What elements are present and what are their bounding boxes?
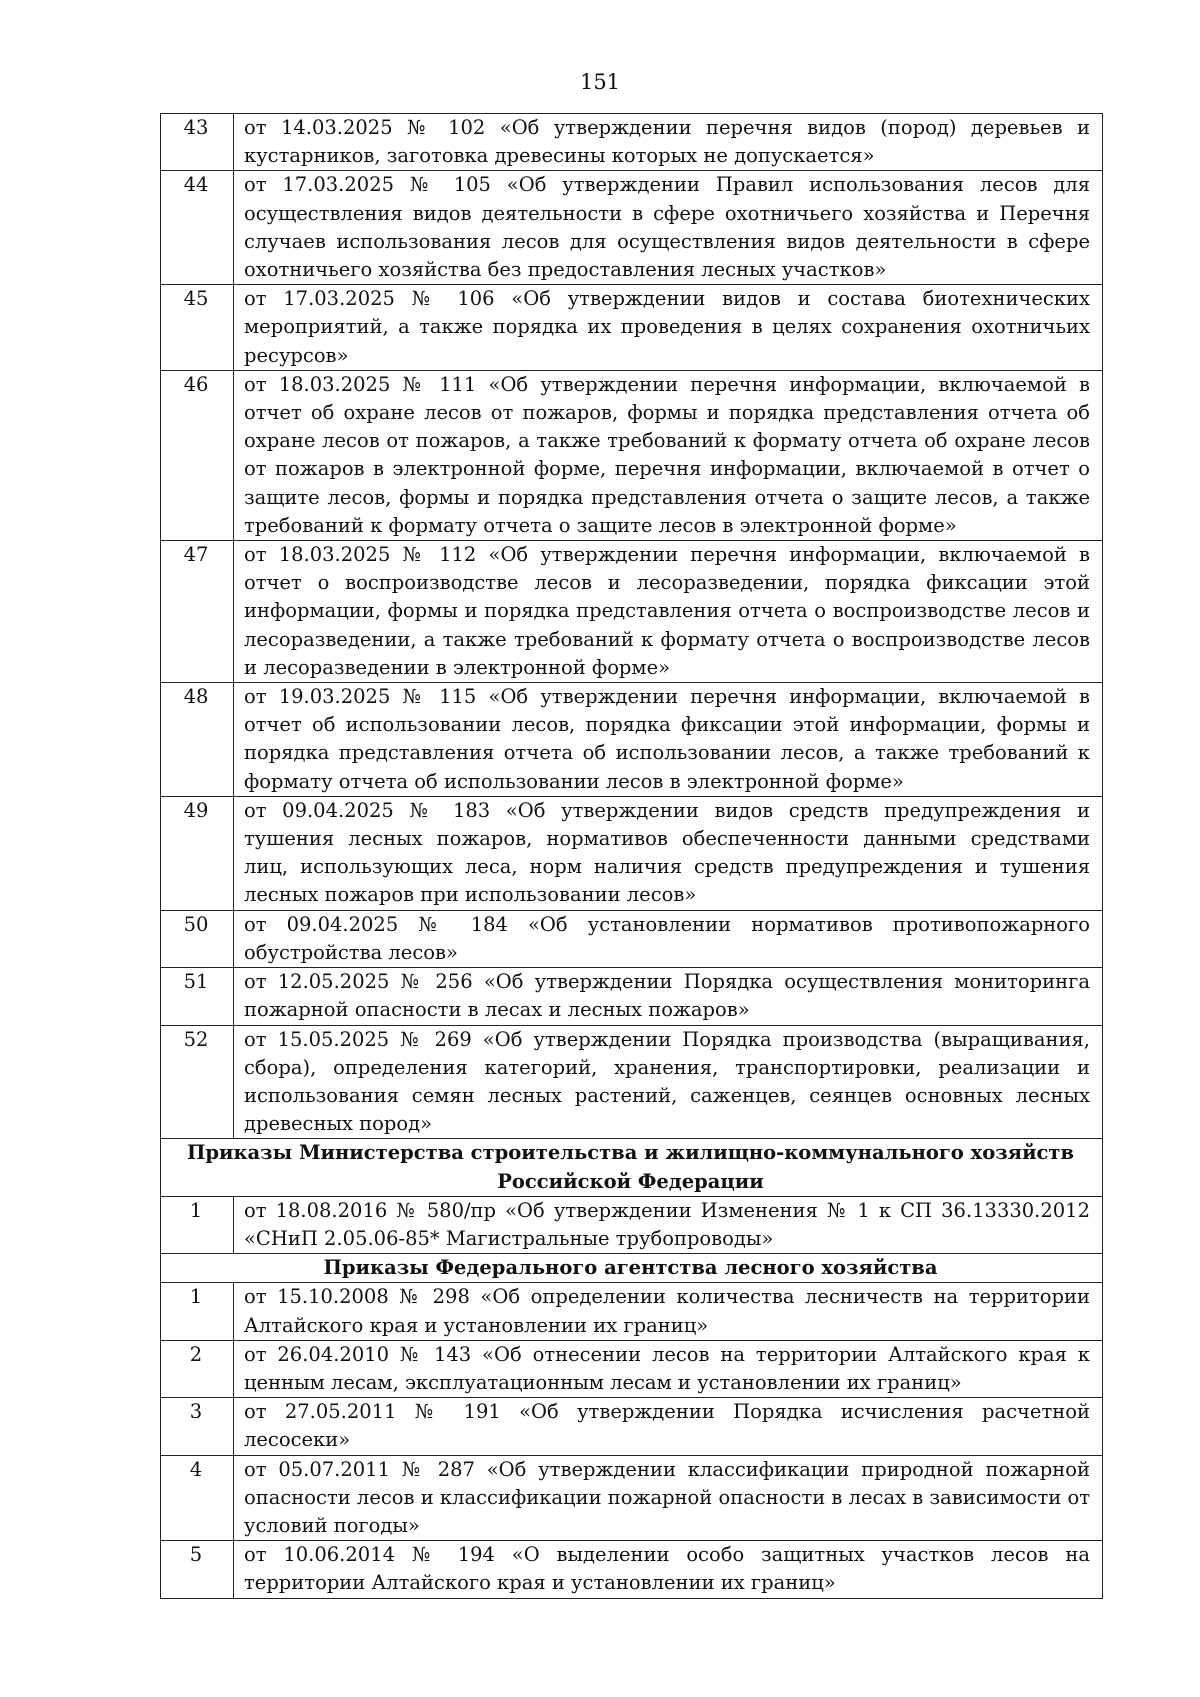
row-number: 1 xyxy=(161,1196,234,1253)
row-number: 5 xyxy=(161,1541,234,1598)
section-header-line: Приказы Министерства строительства и жилищно-коммунального хозяйств xyxy=(186,1141,1075,1165)
row-text: от 05.07.2011 № 287 «Об утверждении классификации природной пожарной опасности лесов и классификации пожарной опасности в лесах в зависимости от условий погоды» xyxy=(234,1455,1103,1541)
row-number: 3 xyxy=(161,1398,234,1455)
section-header-row xyxy=(161,1139,1103,1196)
row-text: от 17.03.2025 № 105 «Об утверждении Правил использования лесов для осуществления видов деятельности в сфере охотничьего хозяйства и Перечня случаев использования лесов для осуществления видов деятельности в сфере охотничьего хозяйства без предоставления лесных участков» xyxy=(234,171,1103,285)
row-number: 4 xyxy=(161,1455,234,1541)
row-text: от 26.04.2010 № 143 «Об отнесении лесов на территории Алтайского края к ценным лесам, эксплуатационным лесам и установлении их границ» xyxy=(234,1340,1103,1397)
table-row xyxy=(161,1025,1103,1139)
row-number: 50 xyxy=(161,910,234,967)
row-text: от 15.10.2008 № 298 «Об определении количества лесничеств на территории Алтайского края и установлении их границ» xyxy=(234,1283,1103,1340)
row-number: 2 xyxy=(161,1340,234,1397)
row-text: от 27.05.2011 № 191 «Об утверждении Порядка исчисления расчетной лесосеки» xyxy=(234,1398,1103,1455)
section-header xyxy=(161,1254,1103,1283)
row-text: от 15.05.2025 № 269 «Об утверждении Порядка производства (выращивания, сбора), определения категорий, хранения, транспортировки, реализации и использования семян лесных растений, саженцев, сеянцев основных лесных древесных пород» xyxy=(234,1025,1103,1139)
table-row xyxy=(161,114,1103,171)
table-row xyxy=(161,1340,1103,1397)
section-header-line: Приказы Федерального агентства лесного хозяйства xyxy=(323,1256,938,1280)
row-number: 46 xyxy=(161,370,234,540)
table-row xyxy=(161,796,1103,910)
table-row xyxy=(161,683,1103,797)
table-row xyxy=(161,1455,1103,1541)
table-row xyxy=(161,1283,1103,1340)
row-number: 43 xyxy=(161,114,234,171)
table-row xyxy=(161,285,1103,371)
row-number: 48 xyxy=(161,683,234,797)
row-number: 47 xyxy=(161,541,234,683)
row-number: 49 xyxy=(161,796,234,910)
section-header-line: Российской Федерации xyxy=(497,1169,764,1193)
row-number: 51 xyxy=(161,968,234,1025)
row-text: от 10.06.2014 № 194 «О выделении особо защитных участков лесов на территории Алтайского края и установлении их границ» xyxy=(234,1541,1103,1598)
row-text: от 09.04.2025 № 183 «Об утверждении видов средств предупреждения и тушения лесных пожаров, нормативов обеспеченности данными средствами лиц, использующих леса, норм наличия средств предупреждения и тушения лесных пожаров при использовании лесов» xyxy=(234,796,1103,910)
row-number: 52 xyxy=(161,1025,234,1139)
table-row xyxy=(161,370,1103,540)
table-row xyxy=(161,968,1103,1025)
orders-table xyxy=(160,113,1103,1599)
row-text: от 14.03.2025 № 102 «Об утверждении перечня видов (пород) деревьев и кустарников, заготовка древесины которых не допускается» xyxy=(234,114,1103,171)
table-row xyxy=(161,1541,1103,1598)
table-row xyxy=(161,910,1103,967)
table-row xyxy=(161,1398,1103,1455)
row-text: от 18.03.2025 № 112 «Об утверждении перечня информации, включаемой в отчет о воспроизводстве лесов и лесоразведении, порядка фиксации этой информации, формы и порядка представления отчета о воспроизводстве лесов и лесоразведении, а также требований к формату отчета о воспроизводстве лесов и лесоразведении в электронной форме» xyxy=(234,541,1103,683)
section-header-row xyxy=(161,1254,1103,1283)
section-header xyxy=(161,1139,1103,1196)
row-number: 45 xyxy=(161,285,234,371)
row-text: от 12.05.2025 № 256 «Об утверждении Порядка осуществления мониторинга пожарной опасности в лесах и лесных пожаров» xyxy=(234,968,1103,1025)
row-text: от 18.03.2025 № 111 «Об утверждении перечня информации, включаемой в отчет об охране лесов от пожаров, формы и порядка представления отчета об охране лесов от пожаров, а также требований к формату отчета об охране лесов от пожаров в электронной форме, перечня информации, включаемой в отчет о защите лесов, формы и порядка представления отчета о защите лесов, а также требований к формату отчета о защите лесов в электронной форме» xyxy=(234,370,1103,540)
row-text: от 09.04.2025 № 184 «Об установлении нормативов противопожарного обустройства лесов» xyxy=(234,910,1103,967)
table-row xyxy=(161,171,1103,285)
table-row xyxy=(161,1196,1103,1253)
table-body xyxy=(161,114,1103,1599)
page-number: 151 xyxy=(579,70,621,94)
row-number: 44 xyxy=(161,171,234,285)
table-row xyxy=(161,541,1103,683)
row-number: 1 xyxy=(161,1283,234,1340)
row-text: от 17.03.2025 № 106 «Об утверждении видов и состава биотехнических мероприятий, а также порядка их проведения в целях сохранения охотничьих ресурсов» xyxy=(234,285,1103,371)
row-text: от 18.08.2016 № 580/пр «Об утверждении Изменения № 1 к СП 36.13330.2012 «СНиП 2.05.06-85* Магистральные трубопроводы» xyxy=(234,1196,1103,1253)
row-text: от 19.03.2025 № 115 «Об утверждении перечня информации, включаемой в отчет об использовании лесов, порядка фиксации этой информации, формы и порядка представления отчета об использовании лесов, а также требований к формату отчета об использовании лесов в электронной форме» xyxy=(234,683,1103,797)
